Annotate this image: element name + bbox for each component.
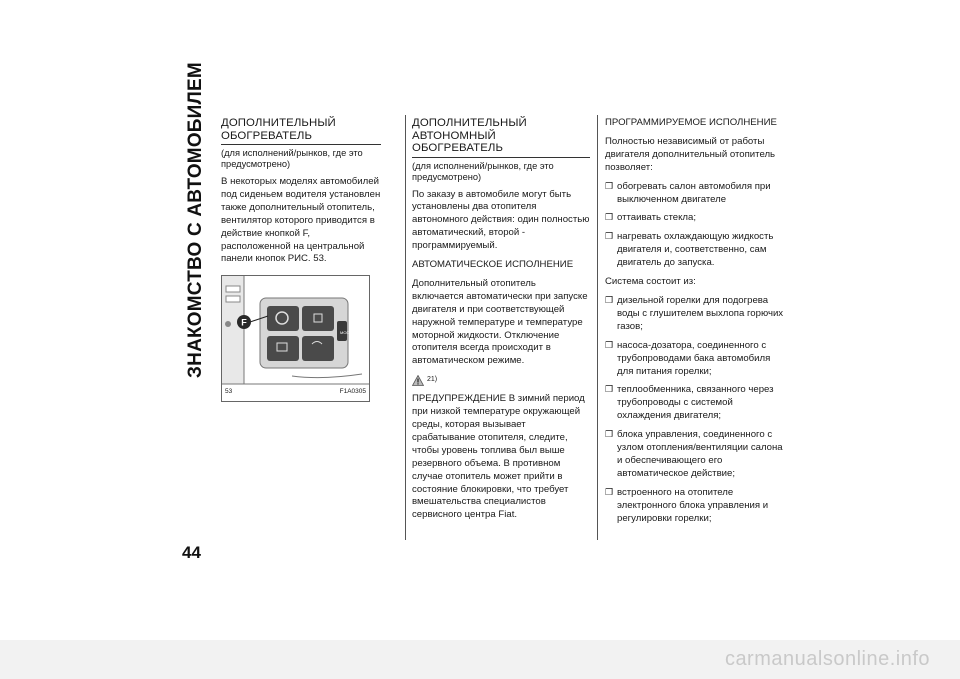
section-subtitle: (для исполнений/рынков, где это предусмотрено) xyxy=(412,160,554,182)
heading-rule xyxy=(412,157,590,158)
column-autonomous-heater xyxy=(412,117,590,528)
list-item: ❒ встроенного на отопителе электронного блока управления и регулировки горелки; xyxy=(605,487,785,526)
sidebar-section-title: ЗНАКОМСТВО С АВТОМОБИЛЕМ xyxy=(185,62,206,378)
list-item: ❒ насоса-дозатора, соединенного с трубопроводами бака автомобиля для питания горелки; xyxy=(605,340,785,379)
list-item: ❒ оттаивать стекла; xyxy=(605,212,785,225)
list-item: ❒ дизельной горелки для подогрева воды с глушителем выхлопа горючих газов; xyxy=(605,295,785,334)
column-additional-heater xyxy=(221,117,381,272)
section-heading: ДОПОЛНИТЕЛЬНЫЙ АВТОНОМНЫЙ ОБОГРЕВАТЕЛЬ xyxy=(412,117,527,154)
components-list xyxy=(605,295,785,526)
list-item: ❒ обогревать салон автомобиля при выключенном двигателе xyxy=(605,181,785,207)
figure-53 xyxy=(221,275,370,402)
capabilities-list xyxy=(605,181,785,270)
subsection-heading-auto: АВТОМАТИЧЕСКОЕ ИСПОЛНЕНИЕ xyxy=(412,259,574,271)
body-paragraph: В некоторых моделях автомобилей под сиденьем водителя установлен также дополнительный отопитель, вентилятор которого приводится в действие кнопкой F, расположенной на центральной панели кнопок РИС. 53. xyxy=(221,176,381,265)
svg-text:F: F xyxy=(241,317,247,328)
dashboard-buttons-illustration xyxy=(222,276,369,401)
watermark-text: carmanualsonline.info xyxy=(724,648,930,670)
figure-code: F1A0305 xyxy=(339,388,366,395)
column-programmable xyxy=(605,117,785,531)
warning-triangle-icon xyxy=(412,375,424,386)
list-item: ❒ нагревать охлаждающую жидкость двигателя и, соответственно, сам двигатель до запуска. xyxy=(605,231,785,270)
subsection-heading-programmable: ПРОГРАММИРУЕМОЕ ИСПОЛНЕНИЕ xyxy=(605,117,777,128)
list-item: ❒ теплообменника, связанного через трубопроводы с системой охлаждения двигателя; xyxy=(605,384,785,423)
section-subtitle: (для исполнений/рынков, где это предусмотрено) xyxy=(221,148,363,169)
list-item: ❒ блока управления, соединенного с узлом отопления/вентиляции салона и обеспечивающего его автоматическое действие; xyxy=(605,429,785,481)
page-number: 44 xyxy=(182,543,201,562)
auto-paragraph: Дополнительный отопитель включается автоматически при запуске двигателя и при соответствующей наружной температуре и температуре моторной жидкости. Отключение отопителя всегда происходит в автоматическом режиме. xyxy=(412,277,588,367)
intro-paragraph: По заказу в автомобиле могут быть установлены два отопителя автономного действия: один полностью автоматический, второй - программируемый. xyxy=(412,188,590,252)
heading-rule xyxy=(221,144,381,145)
system-intro: Система состоит из: xyxy=(605,276,696,288)
section-heading: ДОПОЛНИТЕЛЬНЫЙ ОБОГРЕВАТЕЛЬ xyxy=(221,117,336,142)
column-divider xyxy=(405,115,406,540)
warning-reference: 21) xyxy=(412,374,590,387)
intro-paragraph: Полностью независимый от работы двигателя дополнительный отопитель позволяет: xyxy=(605,135,776,173)
column-divider xyxy=(597,115,598,540)
warning-paragraph: ПРЕДУПРЕЖДЕНИЕ В зимний период при низкой температуре окружающей среды, которая вызывает срабатывание отопителя, следите, чтобы уровень топлива был выше резервного объема. В противном случае отопитель может прийти в состояние блокировки, что требует вмешательства специалистов сервисного центра Fiat. xyxy=(412,393,585,521)
figure-number: 53 xyxy=(225,388,233,395)
watermark-bar xyxy=(0,640,960,679)
svg-text:MODE: MODE xyxy=(340,330,352,335)
